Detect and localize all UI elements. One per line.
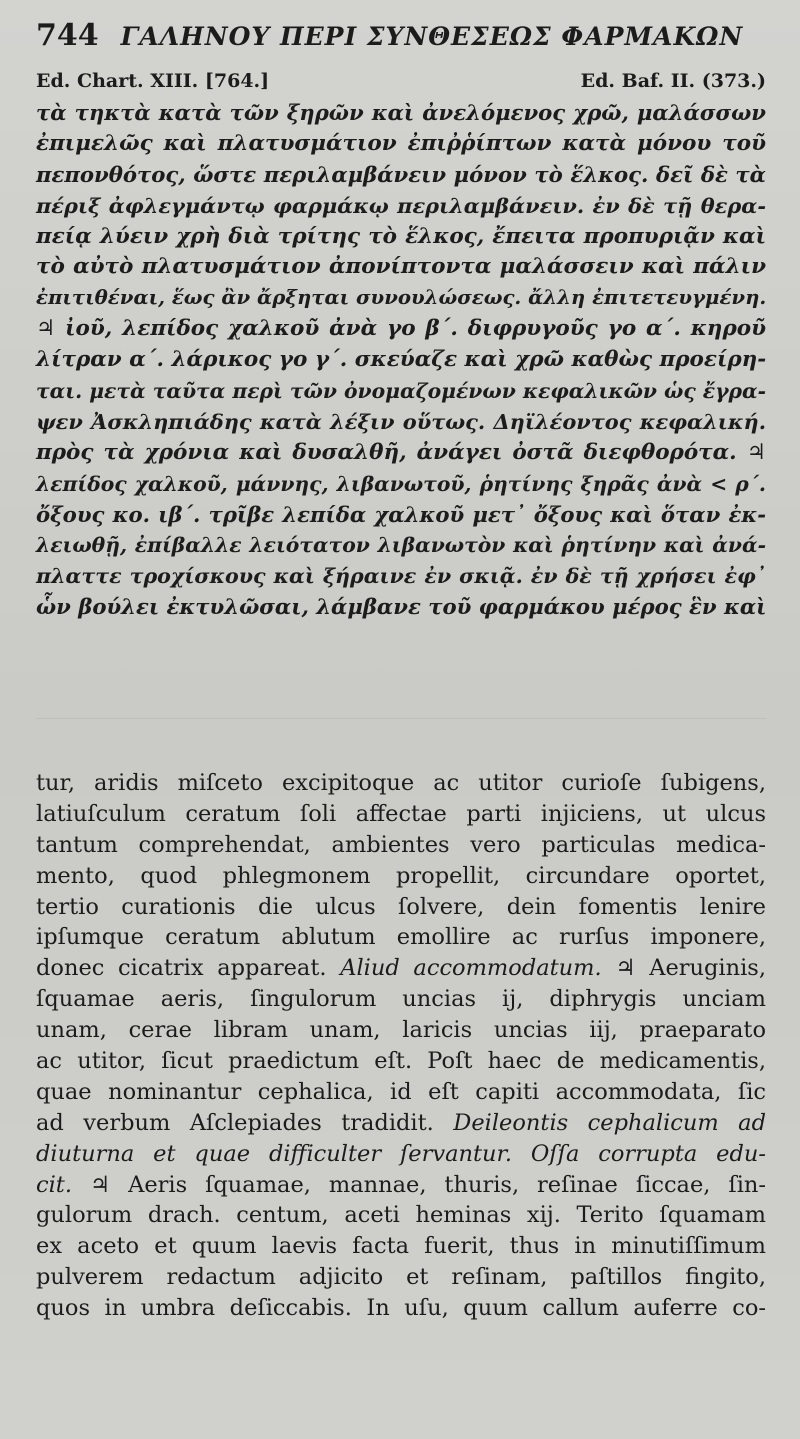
latin-line: quae nominantur cephalica, id eſt capiti accommodata, ſic: [36, 1078, 766, 1105]
edition-chartier-reference: Ed. Chart. XIII. [764.]: [36, 70, 270, 92]
latin-line: tur, aridis miſceto excipitoque ac utitor curioſe ſubigens,: [36, 770, 766, 796]
greek-line: λεπίδος χαλκοῦ, μάννης, λιβανωτοῦ, ῥητίνης ξηρᾶς ἀνὰ < ρ΄.: [36, 471, 766, 496]
greek-line: πεπονθότος, ὥστε περιλαμβάνειν μόνον τὸ ἕλκος. δεῖ δὲ τὰ: [36, 161, 766, 187]
greek-line: ὧν βούλει ἐκτυλῶσαι, λάμβανε τοῦ φαρμάκου μέρος ἓν καὶ: [36, 594, 767, 620]
latin-line: ac utitor, ſicut praedictum eſt. Poſt haec de medicamentis,: [36, 1048, 766, 1075]
greek-line: ♃ ἰοῦ, λεπίδος χαλκοῦ ἀνὰ γο β΄. διφρυγοῦς γο α΄. κηροῦ: [36, 316, 766, 342]
greek-line: ἐπιτιθέναι, ἕως ἂν ἄρξηται συνουλώσεως. ἄλλη ἐπιτετευγμένη.: [36, 286, 767, 310]
page-number: 744: [36, 18, 99, 53]
latin-line: mento, quod phlegmonem propellit, circundare oportet,: [36, 862, 766, 889]
latin-text-block: [36, 768, 766, 1324]
latin-text: ad verbum Aſclepiades tradidit.: [36, 1109, 454, 1136]
greek-line: τὰ τηκτὰ κατὰ τῶν ξηρῶν καὶ ἀνελόμενος χρῶ, μαλάσσων: [36, 100, 766, 125]
latin-line: ſquamae aeris, ſingulorum uncias ij, diphrygis unciam: [36, 986, 766, 1013]
greek-line: πλαττε τροχίσκους καὶ ξήραινε ἐν σκιᾷ. ἐν δὲ τῇ χρήσει ἐφ᾽: [36, 564, 766, 589]
latin-line: diuturna et quae difficulter ſervantur. Oſſa corrupta edu-: [36, 1140, 766, 1167]
greek-line: πρὸς τὰ χρόνια καὶ δυσαλθῆ, ἀνάγει ὀστᾶ διεφθορότα. ♃: [36, 439, 766, 465]
latin-text: ♃ Aeruginis,: [601, 955, 766, 982]
latin-line: [36, 1170, 766, 1201]
page-header: [36, 18, 776, 58]
greek-line: λίτραν α΄. λάρικος γο γ΄. σκεύαζε καὶ χρῶ καθὼς προείρη-: [36, 347, 767, 373]
latin-line: latiuſculum ceratum ſoli affectae parti injiciens, ut ulcus: [36, 800, 766, 827]
latin-line: ipſumque ceratum ablutum emollire ac rurſus imponere,: [36, 924, 766, 951]
greek-line: ψεν Ἀσκληπιάδης κατὰ λέξιν οὕτως. Δηϊλέοντος κεφαλική.: [36, 408, 766, 434]
greek-line: ται. μετὰ ταῦτα περὶ τῶν ὀνομαζομένων κεφαλικῶν ὡς ἔγρα-: [36, 379, 766, 404]
latin-italic-heading: Aliud accommodatum.: [340, 955, 602, 982]
greek-line: τὸ αὐτὸ πλατυσμάτιον ἀπονίπτοντα μαλάσσειν καὶ πάλιν: [36, 254, 766, 280]
greek-line: πείᾳ λύειν χρὴ διὰ τρίτης τὸ ἕλκος, ἔπειτα προπυριᾷν καὶ: [36, 223, 766, 249]
latin-text: donec cicatrix appareat.: [36, 955, 341, 982]
latin-line: pulverem redactum adjicito et reſinam, paſtillos fingito,: [36, 1264, 766, 1291]
section-divider: [36, 718, 766, 719]
latin-italic-heading: Deileontis cephalicum ad: [453, 1109, 766, 1136]
edition-reference-line: [36, 70, 766, 92]
latin-line: ex aceto et quum laevis facta fuerit, thus in minutiſſimum: [36, 1233, 766, 1260]
greek-line: ἐπιμελῶς καὶ πλατυσμάτιον ἐπιῤῥίπτων κατὰ μόνου τοῦ: [36, 130, 766, 156]
latin-line: unam, cerae libram unam, laricis uncias iij, praeparato: [36, 1017, 766, 1044]
latin-line: tertio curationis die ulcus ſolvere, dein fomentis lenire: [36, 893, 766, 920]
latin-line: quos in umbra deſiccabis. In uſu, quum callum auferre co-: [36, 1295, 766, 1322]
greek-line: ὄξους κο. ιβ΄. τρῖβε λεπίδα χαλκοῦ μετ᾽ ὄξους καὶ ὅταν ἐκ-: [36, 501, 766, 527]
greek-line: πέριξ ἀφλεγμάντῳ φαρμάκῳ περιλαμβάνειν. ἐν δὲ τῇ θερα-: [36, 192, 766, 218]
greek-line: λειωθῇ, ἐπίβαλλε λειότατον λιβανωτὸν καὶ ῥητίνην καὶ ἀνά-: [36, 533, 766, 558]
running-title: ΓΑΛΗΝΟΥ ΠΕΡΙ ΣΥΝΘΕΣΕΩΣ ΦΑΡΜΑΚΩΝ: [120, 22, 744, 51]
latin-line: tantum comprehendat, ambientes vero particulas medica-: [36, 831, 766, 858]
latin-line: gulorum drach. centum, aceti heminas xij. Terito ſquamam: [36, 1202, 766, 1229]
edition-basel-reference: Ed. Baf. II. (373.): [580, 70, 766, 92]
latin-line: [36, 1108, 766, 1139]
greek-text-block: [36, 98, 766, 623]
latin-italic-heading: cit.: [36, 1171, 72, 1198]
latin-text: ♃ Aeris ſquamae, mannae, thuris, reſinae ſiccae, ſin-: [72, 1171, 766, 1198]
latin-line: [36, 953, 766, 984]
